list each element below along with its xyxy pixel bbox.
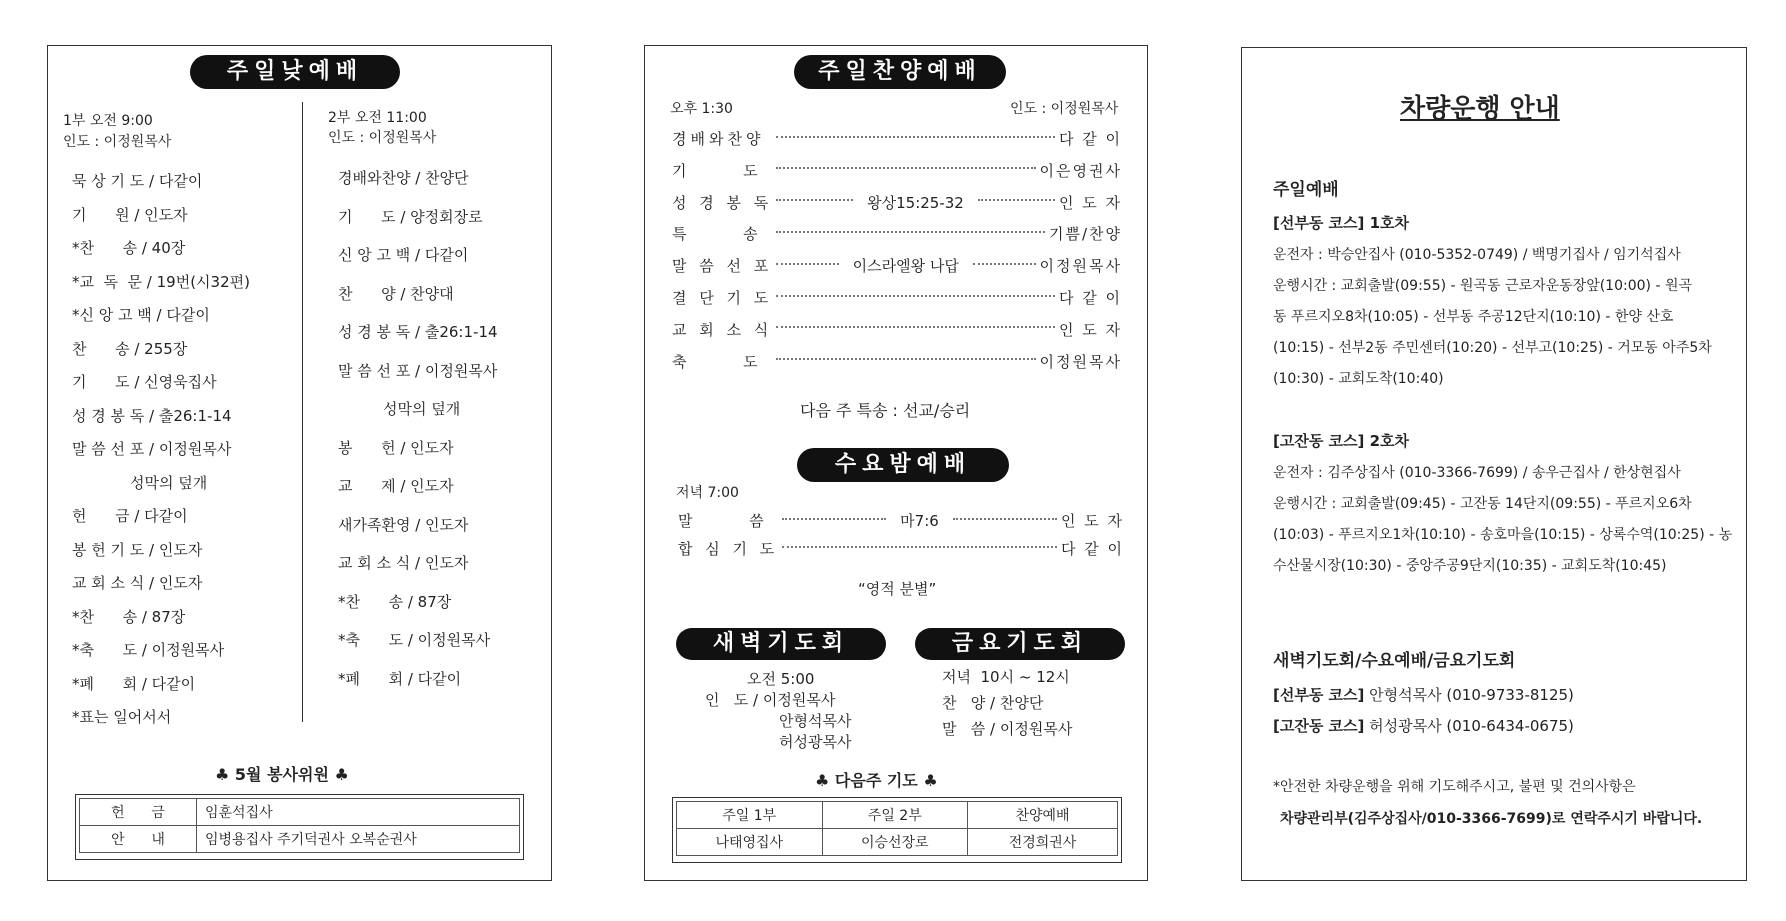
volunteer-names: 임훈석집사 — [197, 799, 520, 826]
order-item: 기 도 / 신영욱집사 — [72, 373, 217, 391]
vehicle-title: 차량운행 안내 — [1400, 94, 1560, 124]
prayer-name: 전경희권사 — [968, 829, 1118, 856]
course2-schedule-3: 수산물시장(10:30) - 중앙주공9단지(10:35) - 교회도착(10:45) — [1273, 558, 1667, 574]
order-item: 기 원 / 인도자 — [72, 205, 188, 224]
order-item: 성막의 덮개 — [130, 473, 208, 492]
contact-1 — [1273, 684, 1574, 705]
vehicle-note-2: 차량관리부(김주상집사/010-3366-7699)로 연락주시기 바랍니다. — [1280, 811, 1703, 827]
vehicle-note-1: *안전한 차량운행을 위해 기도해주시고, 불편 및 건의사항은 — [1273, 779, 1636, 795]
order-item: *교 독 문 / 19번(시32편) — [72, 272, 250, 291]
course2-title: [고잔동 코스] 2호차 — [1273, 432, 1410, 450]
dot-leader — [776, 136, 1055, 138]
order-value: 기쁨/찬양 — [1048, 225, 1122, 244]
order-item: 교 회 소 식 / 인도자 — [72, 574, 203, 592]
order-value: 이정원목사 — [1039, 352, 1122, 371]
volunteer-role: 헌 금 — [80, 799, 197, 826]
course2-schedule-2: (10:03) - 푸르지오1차(10:10) - 송호마을(10:15) - 상록수역(10:25) - 농 — [1273, 527, 1733, 543]
table-row — [677, 802, 1118, 829]
next-week-prayer-title: ♣ 다음주 기도 ♣ — [815, 771, 938, 790]
praise-service-time: 오후 1:30 — [670, 101, 733, 117]
order-item: 새가족환영 / 인도자 — [338, 515, 469, 534]
dot-leader — [973, 263, 1036, 265]
order-item: *찬 송 / 40장 — [72, 239, 186, 257]
dawn-prayer-leader-3: 허성광목사 — [779, 733, 852, 751]
order-item: 헌 금 / 다같이 — [72, 507, 188, 525]
friday-sermon: 말 씀 / 이정원목사 — [942, 720, 1073, 738]
dot-leader — [776, 263, 839, 265]
volunteer-title: ♣ 5월 봉사위원 ♣ — [215, 765, 349, 784]
wednesday-theme: “영적 분별” — [858, 580, 937, 598]
friday-praise: 찬 양 / 찬양단 — [942, 694, 1044, 712]
friday-prayer-title: 금요기도회 — [915, 628, 1125, 660]
table-row — [672, 287, 1122, 308]
dawn-prayer-leader: 인 도 / 이정원목사 — [705, 691, 836, 709]
volunteer-table — [75, 794, 524, 860]
table-row — [80, 826, 520, 853]
order-item: 말 씀 선 포 / 이정원목사 — [72, 440, 232, 458]
course2-driver: 운전자 : 김주상집사 (010-3366-7699) / 송우근집사 / 한상현집사 — [1273, 465, 1681, 481]
column-divider — [302, 102, 303, 722]
prayer-header: 주일 1부 — [677, 802, 823, 829]
order-value: 다 같 이 — [1058, 289, 1122, 307]
order-detail: 이스라엘왕 나답 — [852, 257, 959, 276]
wednesday-service-time: 저녁 7:00 — [676, 485, 739, 501]
order-label: 말 씀 — [678, 512, 768, 530]
prayer-header: 찬양예배 — [968, 802, 1118, 829]
order-label: 축 도 — [672, 352, 762, 371]
table-row — [672, 128, 1122, 149]
table-row — [672, 255, 1122, 276]
prayer-header: 주일 2부 — [822, 802, 968, 829]
order-item: *찬 송 / 87장 — [338, 592, 452, 611]
table-row — [672, 160, 1122, 181]
friday-prayer-time: 저녁 10시 ~ 12시 — [942, 668, 1070, 686]
dawn-prayer-title: 새벽기도회 — [676, 628, 886, 660]
order-label: 기 도 — [672, 161, 762, 180]
dot-leader — [776, 199, 853, 201]
order-value: 다 같 이 — [1060, 540, 1124, 558]
order-item: 기 도 / 양정회장로 — [338, 207, 483, 226]
table-row — [677, 829, 1118, 856]
wednesday-service-title: 수요밤예배 — [797, 448, 1009, 482]
order-item: 신 앙 고 백 / 다같이 — [338, 246, 469, 264]
order-item: *축 도 / 이정원목사 — [72, 641, 225, 659]
order-item: 묵 상 기 도 / 다같이 — [72, 172, 203, 190]
order-item: *표는 일어서서 — [72, 708, 172, 726]
first-service-leader: 인도 : 이정원목사 — [63, 134, 172, 150]
order-item: 성 경 봉 독 / 출26:1-14 — [338, 323, 498, 341]
dot-leader — [776, 295, 1055, 297]
next-special-song: 다음 주 특송 : 선교/승리 — [800, 401, 971, 420]
course1-title: [선부동 코스] 1호차 — [1273, 214, 1410, 232]
order-item: *폐 회 / 다같이 — [72, 674, 196, 693]
dawn-prayer-time: 오전 5:00 — [747, 670, 815, 688]
table-row — [678, 510, 1124, 531]
order-value: 이은영권사 — [1039, 161, 1122, 180]
course2-schedule-1: 운행시간 : 교회출발(09:45) - 고잔동 14단지(09:55) - 푸르지오6차 — [1273, 496, 1692, 512]
second-service-leader: 인도 : 이정원목사 — [328, 130, 437, 146]
order-item: *폐 회 / 다같이 — [338, 669, 462, 688]
order-item: 말 씀 선 포 / 이정원목사 — [338, 361, 498, 380]
order-label: 성 경 봉 독 — [672, 193, 773, 212]
prayer-name: 이승선장로 — [822, 829, 968, 856]
weekday-section-title: 새벽기도회/수요예배/금요기도회 — [1273, 651, 1516, 671]
course1-driver: 운전자 : 박승안집사 (010-5352-0749) / 백명기집사 / 임기석집사 — [1273, 247, 1681, 263]
volunteer-names: 임병용집사 주기덕권사 오복순권사 — [197, 826, 520, 853]
order-item: 찬 송 / 255장 — [72, 339, 188, 358]
order-item: 성막의 덮개 — [383, 400, 461, 418]
table-row — [672, 223, 1122, 244]
order-value: 인 도 자 — [1060, 512, 1124, 530]
order-item: 찬 양 / 찬양대 — [338, 284, 454, 303]
dot-leader — [978, 199, 1055, 201]
contact-2 — [1273, 715, 1574, 736]
contact-1-value: 안형석목사 (010-9733-8125) — [1369, 686, 1574, 704]
order-label: 말 씀 선 포 — [672, 257, 773, 276]
course1-schedule-3: (10:15) - 선부2동 주민센터(10:20) - 선부고(10:25) - 거모동 아주5차 — [1273, 340, 1712, 356]
table-row — [672, 192, 1122, 213]
table-row — [80, 799, 520, 826]
table-row — [672, 319, 1122, 340]
order-item: 봉 헌 / 인도자 — [338, 438, 454, 457]
order-item: 경배와찬양 / 찬양단 — [338, 169, 469, 187]
dot-leader — [776, 167, 1036, 169]
volunteer-role: 안 내 — [80, 826, 197, 853]
order-value: 인 도 자 — [1058, 320, 1122, 339]
first-service-time: 1부 오전 9:00 — [63, 113, 153, 129]
course1-schedule-4: (10:30) - 교회도착(10:40) — [1273, 371, 1444, 387]
order-value: 이정원목사 — [1039, 257, 1122, 276]
order-value: 인 도 자 — [1059, 193, 1123, 212]
dot-leader — [782, 546, 1057, 548]
dot-leader — [776, 326, 1055, 328]
table-row — [678, 538, 1124, 559]
order-label: 결 단 기 도 — [672, 289, 773, 307]
order-item: *축 도 / 이정원목사 — [338, 631, 491, 649]
order-label: 교 회 소 식 — [672, 320, 773, 339]
dawn-prayer-leader-2: 안형석목사 — [779, 712, 852, 730]
order-item: *신 앙 고 백 / 다같이 — [72, 306, 210, 324]
order-item: 교 제 / 인도자 — [338, 477, 454, 495]
second-service-time: 2부 오전 11:00 — [328, 110, 427, 126]
sunday-section-title: 주일예배 — [1273, 180, 1339, 200]
order-value: 다 같 이 — [1058, 130, 1122, 148]
order-item: 봉 헌 기 도 / 인도자 — [72, 540, 203, 559]
dot-leader — [953, 518, 1057, 520]
dot-leader — [776, 358, 1036, 360]
course1-schedule-2: 동 푸르지오8차(10:05) - 선부동 주공12단지(10:10) - 한양 산호 — [1273, 309, 1674, 325]
order-detail: 왕상15:25-32 — [867, 193, 964, 212]
praise-service-title: 주일찬양예배 — [794, 55, 1006, 89]
prayer-table — [672, 797, 1122, 863]
order-label: 합 심 기 도 — [678, 540, 779, 558]
order-item: 교 회 소 식 / 인도자 — [338, 554, 469, 572]
order-label: 경배와찬양 — [672, 130, 765, 148]
prayer-name: 나태영집사 — [677, 829, 823, 856]
order-detail: 마7:6 — [900, 512, 939, 530]
sunday-service-title: 주일낮예배 — [190, 55, 400, 89]
order-item: *찬 송 / 87장 — [72, 607, 186, 626]
contact-2-label: [고잔동 코스] — [1273, 717, 1365, 735]
order-item: 성 경 봉 독 / 출26:1-14 — [72, 406, 232, 425]
course1-schedule-1: 운행시간 : 교회출발(09:55) - 원곡동 근로자운동장앞(10:00) - 원곡 — [1273, 278, 1692, 294]
table-row — [672, 351, 1122, 372]
dot-leader — [782, 518, 886, 520]
order-label: 특 송 — [672, 225, 762, 244]
contact-1-label: [선부동 코스] — [1273, 686, 1365, 704]
praise-service-leader: 인도 : 이정원목사 — [1010, 101, 1119, 117]
contact-2-value: 허성광목사 (010-6434-0675) — [1369, 717, 1574, 735]
dot-leader — [776, 231, 1045, 233]
